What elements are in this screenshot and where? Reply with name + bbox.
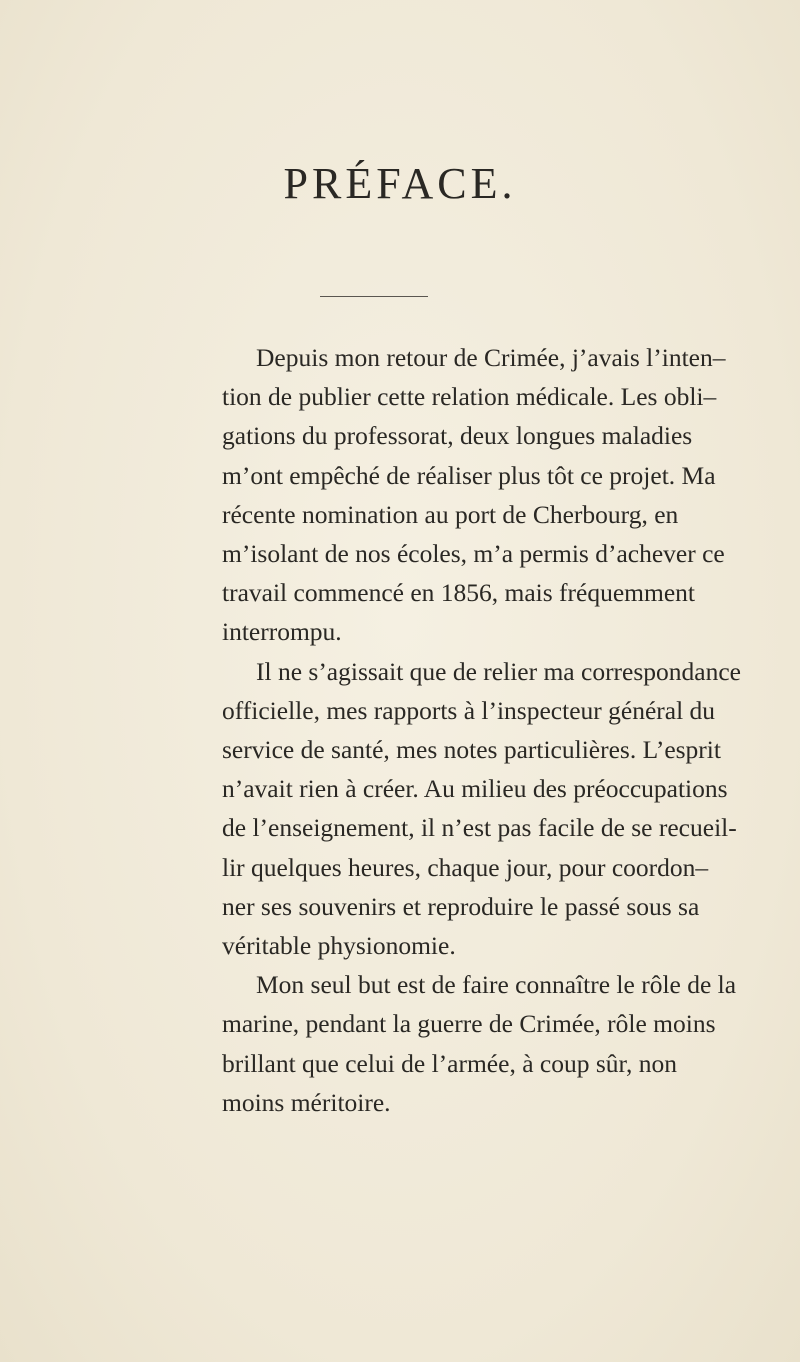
text-line: ner ses souvenirs et reproduire le passé sous sa (222, 891, 700, 921)
page-title: PRÉFACE. (283, 159, 517, 208)
text-line: service de santé, mes notes particulières. L’esprit (222, 735, 721, 765)
text-line: brillant que celui de l’armée, à coup sûr, non (222, 1048, 677, 1078)
text-line: de l’enseignement, il n’est pas facile de se recueil- (222, 813, 737, 843)
text-line: tion de publier cette relation médicale. Les obli– (222, 382, 717, 412)
preface-text (222, 338, 741, 1122)
text-line: interrompu. (222, 617, 342, 647)
text-line: gations du professorat, deux longues maladies (222, 421, 693, 451)
text-line: véritable physionomie. (222, 931, 456, 961)
text-line: Mon seul but est de faire connaître le rôle de la (256, 970, 737, 1000)
text-line: officielle, mes rapports à l’inspecteur général du (222, 695, 716, 725)
text-line: lir quelques heures, chaque jour, pour coordon– (222, 852, 709, 882)
text-line: Il ne s’agissait que de relier ma correspondance (256, 656, 741, 686)
text-line: récente nomination au port de Cherbourg, en (222, 499, 679, 529)
text-line: m’isolant de nos écoles, m’a permis d’achever ce (222, 539, 725, 569)
text-line: marine, pendant la guerre de Crimée, rôle moins (222, 1009, 716, 1039)
title-divider (320, 296, 428, 297)
text-line: moins méritoire. (222, 1087, 391, 1117)
text-line: travail commencé en 1856, mais fréquemment (222, 578, 695, 608)
text-line: Depuis mon retour de Crimée, j’avais l’inten– (256, 343, 726, 372)
text-line: m’ont empêché de réaliser plus tôt ce projet. Ma (222, 460, 716, 490)
text-line: n’avait rien à créer. Au milieu des préoccupations (222, 774, 728, 804)
